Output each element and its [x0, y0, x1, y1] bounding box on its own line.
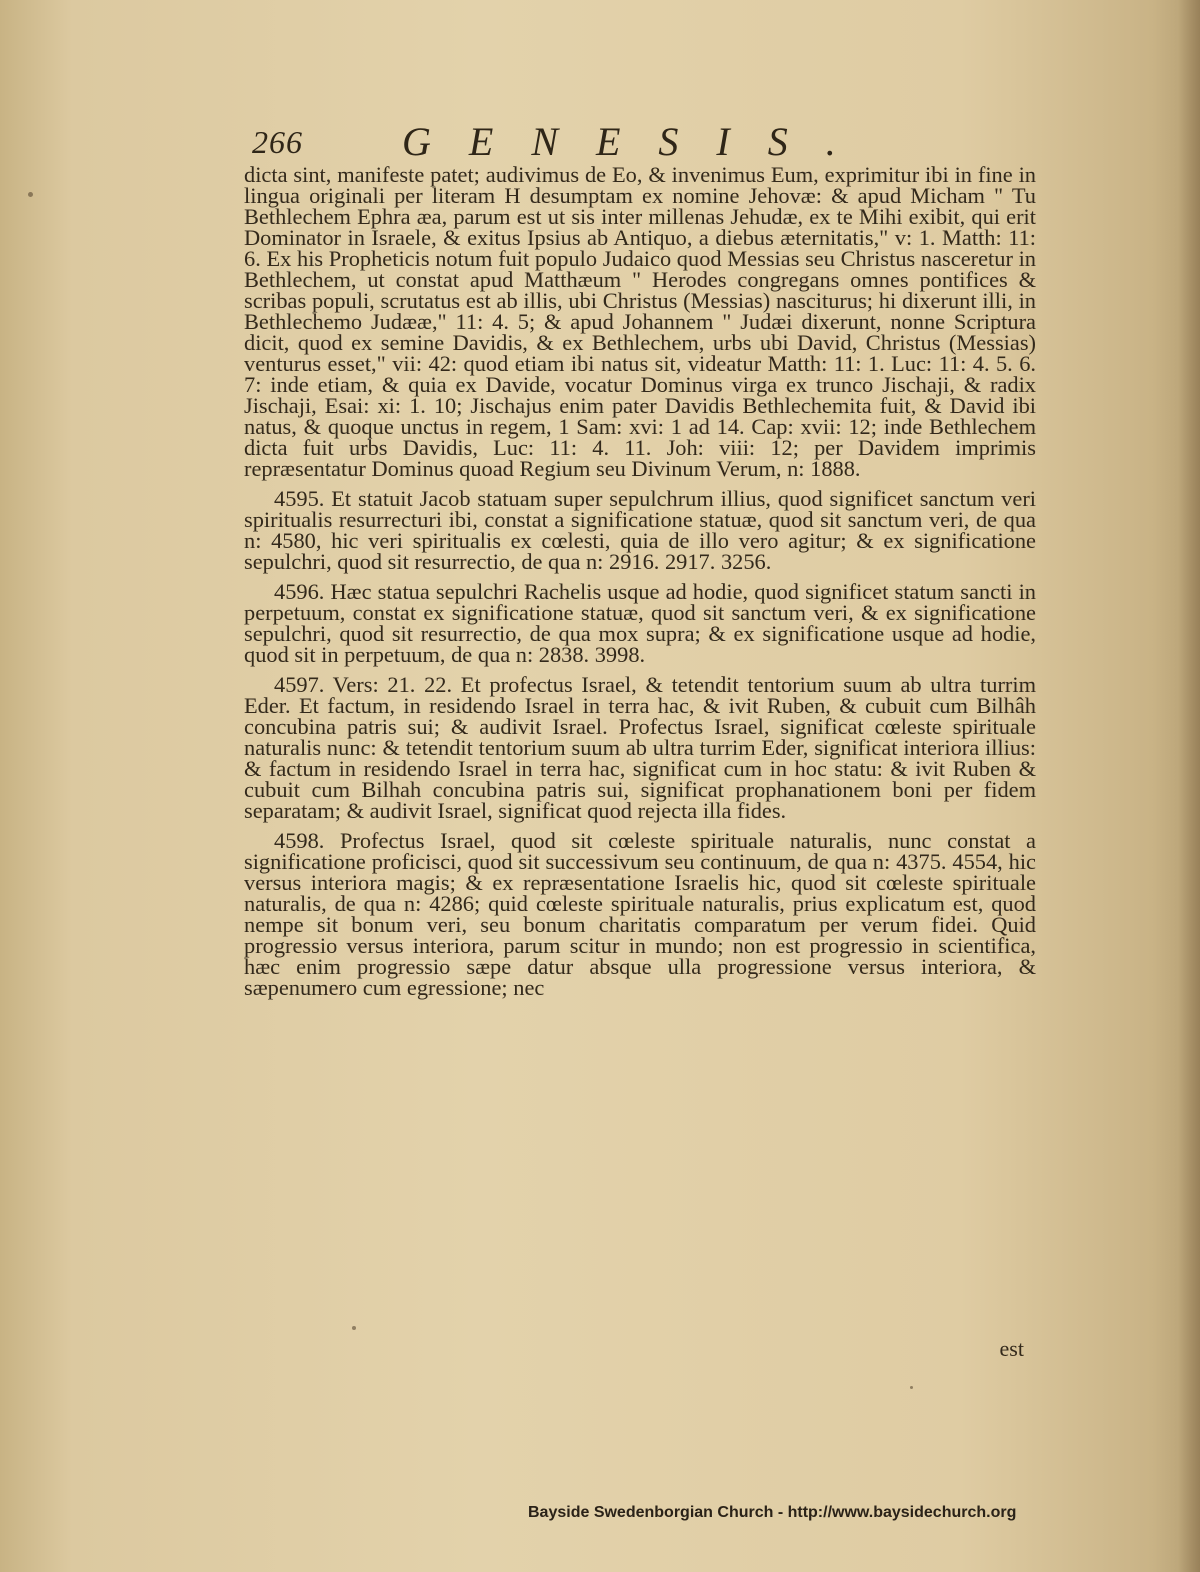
body-text: [244, 164, 1036, 1007]
paper-speck: [352, 1326, 356, 1330]
catchword: est: [999, 1336, 1024, 1361]
page-gutter-shadow: [1178, 0, 1200, 1572]
paragraph-4596: 4596. Hæc statua sepulchri Rachelis usque ad hodie, quod significet statum sancti in perpetuum, constat ex significatione statuæ, quod sit sanctum veri, & ex significatione sepulchri, quod sit resurrectio, de qua mox supra; & ex significatione usque ad hodie, quod sit in perpetuum, de qua n: 2838. 3998.: [244, 579, 1036, 667]
running-title: GENESIS.: [402, 119, 874, 164]
paper-speck: [28, 192, 33, 197]
paragraph-4598: 4598. Profectus Israel, quod sit cœleste spirituale naturalis, nunc constat a significatione proficisci, quod sit successivum seu continuum, de qua n: 4375. 4554, hic versus interiora magis; & ex repræsentatione Israelis hic, quod sit cœleste spirituale naturalis, de qua n: 4286; quid cœleste spirituale naturalis, prius explicatum est, quod nempe sit bonum veri, seu bonum charitatis comparatum per verum fidei. Quid progressio versus interiora, parum scitur in mundo; non est progressio in scientifica, hæc enim progressio sæpe datur absque ulla progressione versus interiora, & sæpenumero cum egressione; nec: [244, 828, 1036, 1000]
footer-credit: Bayside Swedenborgian Church - http://www.baysidechurch.org: [528, 1504, 1017, 1521]
paragraph-continued: dicta sint, manifeste patet; audivimus de Eo, & invenimus Eum, exprimitur ibi in fine in lingua originali per literam H desumptam ex nomine Jehovæ: & apud Micham " Tu Bethlechem Ephra æa, parum est ut sis inter millenas Jehudæ, ex te Mihi exibit, qui erit Dominator in Israele, & exitus Ipsius ab Antiquo, a diebus æternitatis," v: 1. Matth: 11: 6. Ex his Propheticis notum fuit populo Judaico quod Messias seu Christus nasceretur in Bethlechem, ut constat apud Matthæum " Herodes congregans omnes pontifices & scribas populi, scrutatus est ab illis, ubi Christus (Messias) nasciturus; hi dixerunt illi, in Bethlechemo Judææ," 11: 4. 5; & apud Johannem " Judæi dixerunt, nonne Scriptura dicit, quod ex semine Davidis, & ex Bethlechem, urbs ubi David, Christus (Messias) venturus esset," vii: 42: quod etiam ibi natus sit, videatur Matth: 11: 1. Luc: 11: 4. 5. 6. 7: inde etiam, & quia ex Davide, vocatur Dominus virga ex trunco Jischaji, & radix Jischaji, Esai: xi: 1. 10; Jischajus enim pater Davidis Bethlechemita fuit, & David ibi natus, & quoque unctus in regem, 1 Sam: xvi: 1 ad 14. Cap: xvii: 12; inde Bethlechem dicta fuit urbs Davidis, Luc: 11: 4. 11. Joh: viii: 12; per Davidem imprimis repræsentatur Dominus quoad Regium seu Divinum Verum, n: 1888.: [244, 162, 1036, 481]
paragraph-4595: 4595. Et statuit Jacob statuam super sepulchrum illius, quod significet sanctum veri spiritualis resurrecturi ibi, constat a significatione statuæ, quod sit sanctum veri, de qua n: 4580, hic veri spiritualis ex cœlesti, quia de illo vero agitur; & ex significatione sepulchri, quod sit resurrectio, de qua n: 2916. 2917. 3256.: [244, 486, 1036, 574]
paragraph-4597: 4597. Vers: 21. 22. Et profectus Israel, & tetendit tentorium suum ab ultra turrim Eder. Et factum, in residendo Israel in terra hac, & ivit Ruben, & cubuit cum Bilhâh concubina patris sui; & audivit Israel. Profectus Israel, significat cœleste spirituale naturalis nunc: & tetendit tentorium suum ab ultra turrim Eder, significat interiora illius: & factum in residendo Israel in terra hac, significat cum in hoc statu: & ivit Ruben & cubuit cum Bilhah concubina patris sui, significat prophanationem boni per fidem separatam; & audivit Israel, significat quod rejecta illa fides.: [244, 672, 1036, 823]
page-number: 266: [252, 124, 303, 160]
paper-speck: [910, 1386, 913, 1389]
